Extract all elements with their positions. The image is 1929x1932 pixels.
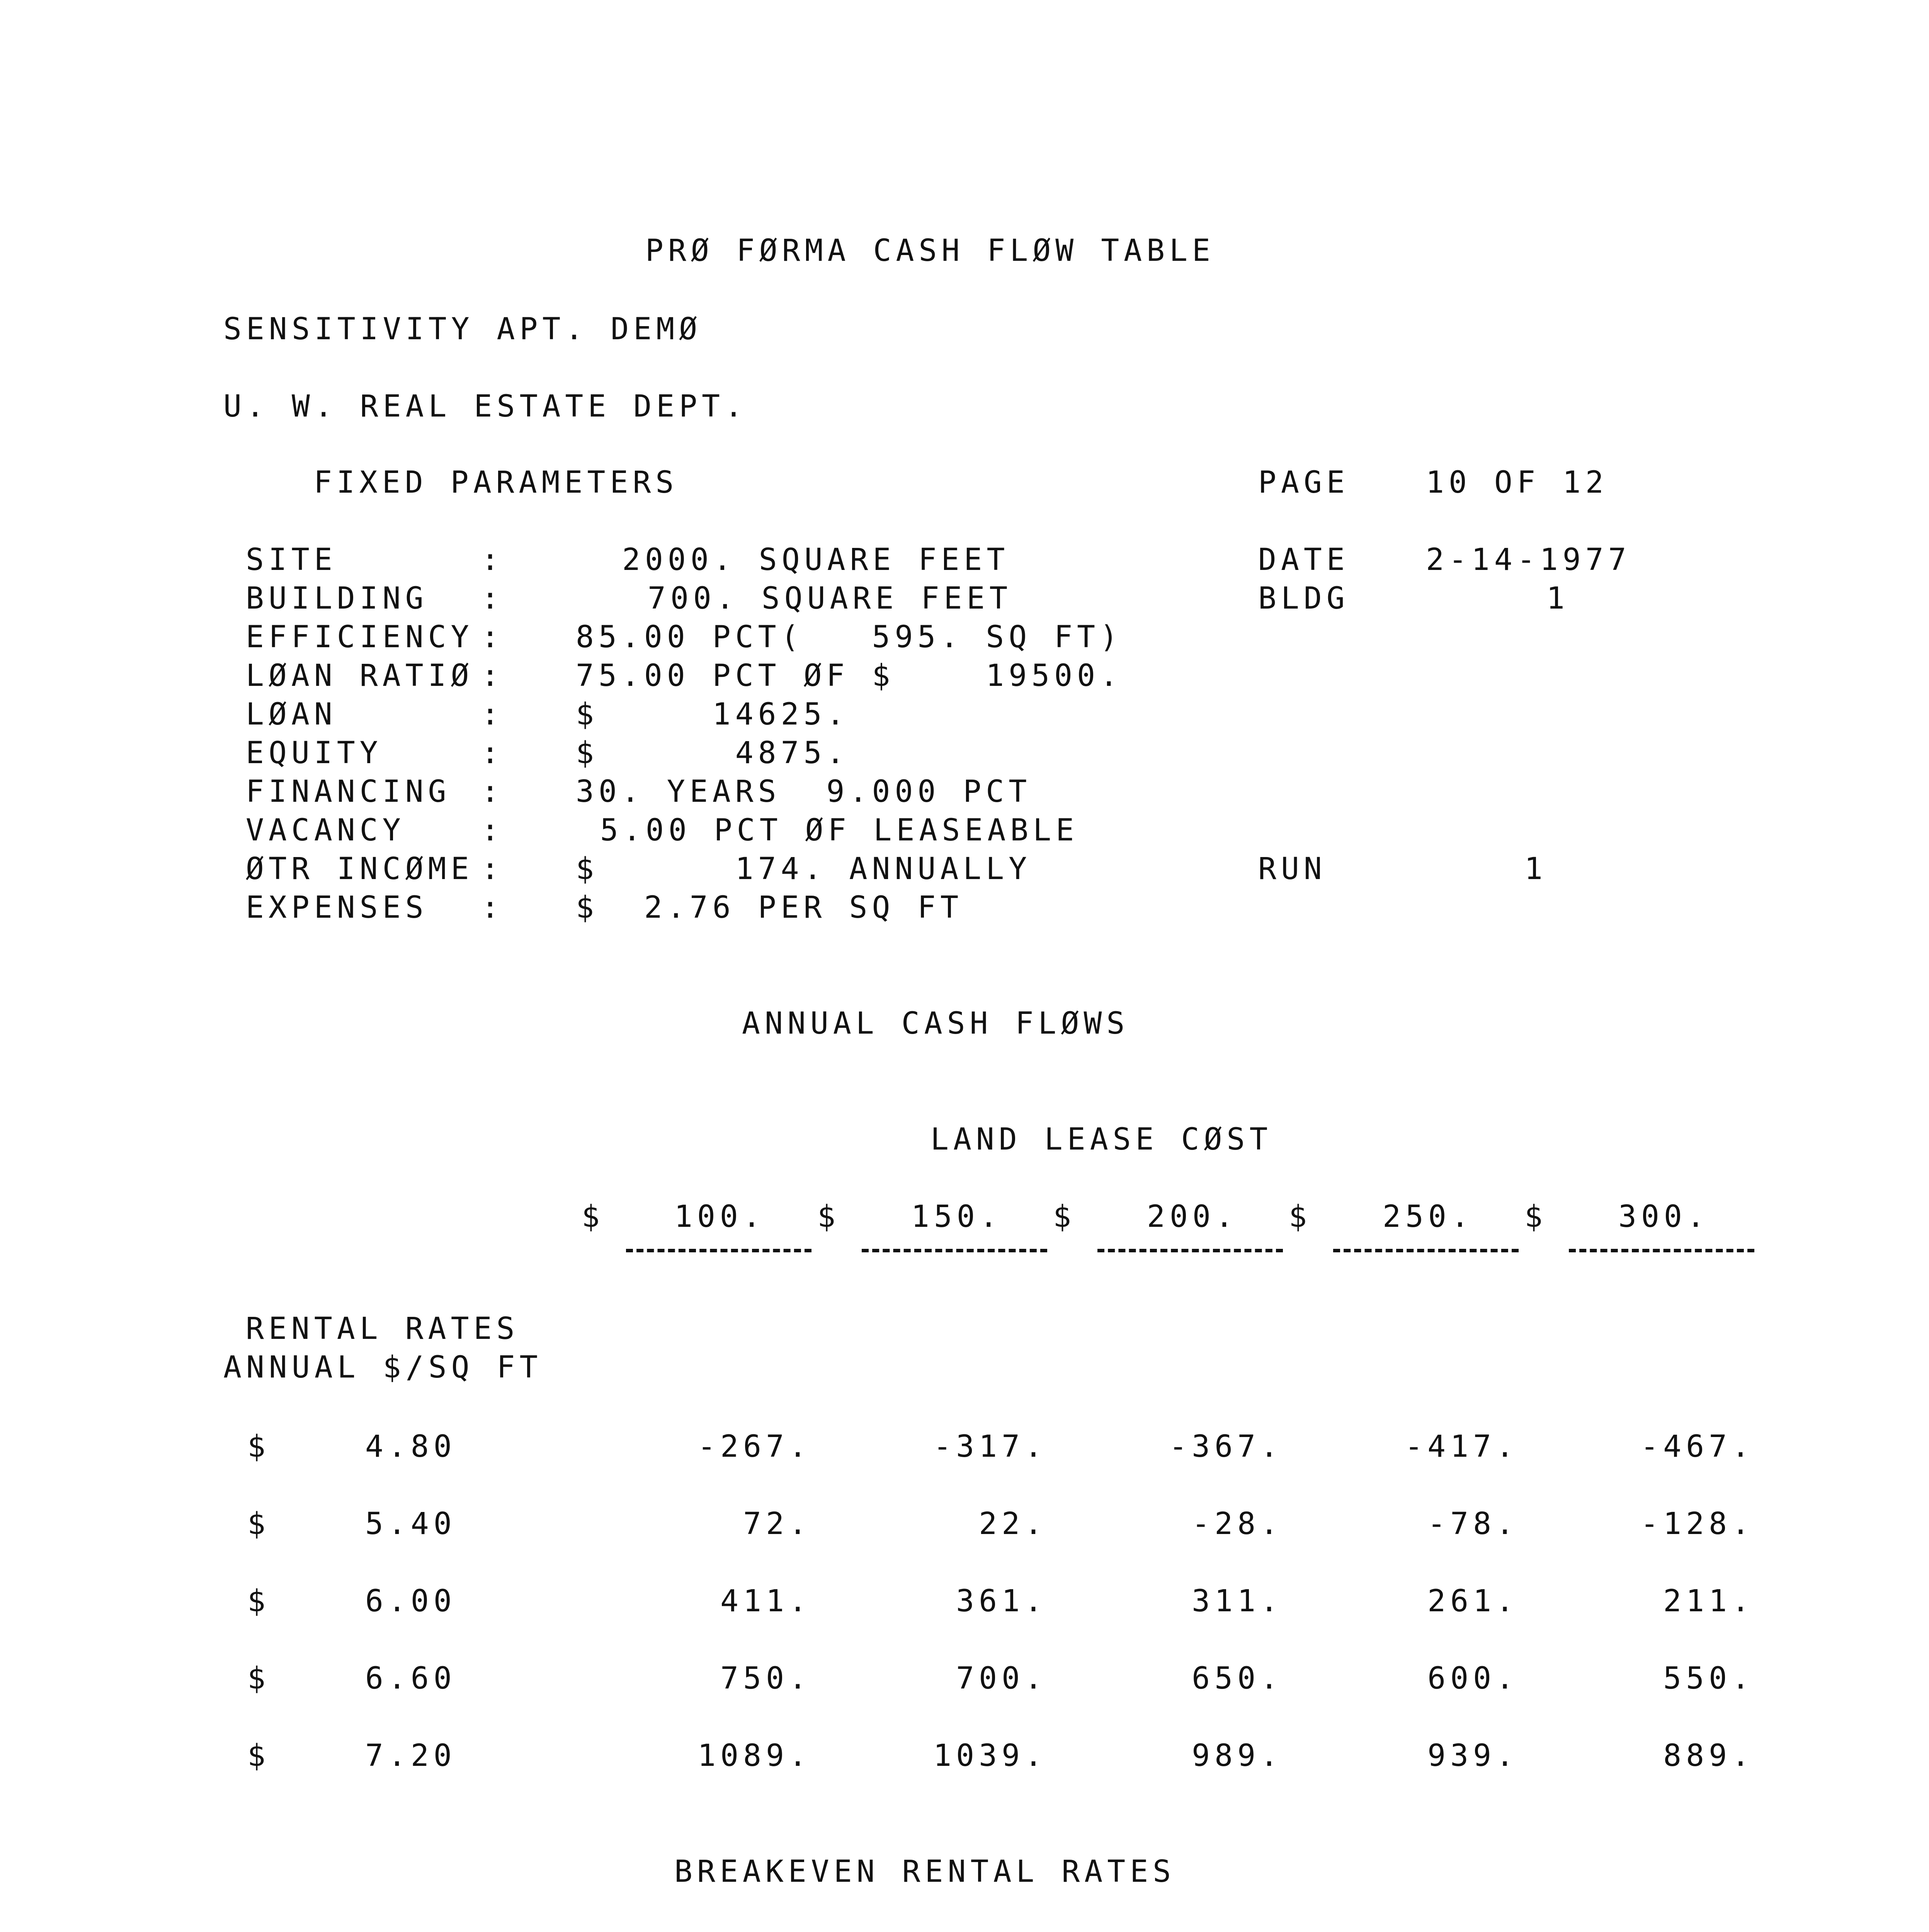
cash-flow-value: 211. xyxy=(1663,1584,1754,1619)
page-number: 10 OF 12 xyxy=(1426,465,1608,500)
cash-flow-value: -317. xyxy=(933,1429,1047,1464)
cash-flow-value: 1089. xyxy=(697,1738,811,1773)
cash-flow-value: 700. xyxy=(956,1661,1047,1696)
parameter-label: BUILDING xyxy=(246,581,428,616)
parameter-label: FINANCING xyxy=(246,774,451,809)
cash-flow-value: 22. xyxy=(979,1507,1047,1541)
currency-symbol: $ xyxy=(1524,1199,1547,1234)
parameter-value: 5.00 PCT ØF LEASEABLE xyxy=(600,813,1079,848)
cash-flow-value: 261. xyxy=(1427,1584,1519,1619)
currency-symbol: $ xyxy=(247,1507,270,1541)
cash-flow-value: -467. xyxy=(1640,1429,1754,1464)
cash-flow-value: -417. xyxy=(1405,1429,1519,1464)
parameter-label: LØAN xyxy=(246,697,337,732)
cash-flow-value: 311. xyxy=(1192,1584,1283,1619)
breakeven-heading: BREAKEVEN RENTAL RATES xyxy=(674,1854,1176,1889)
parameter-value: 75.00 PCT ØF $ 19500. xyxy=(576,658,1123,693)
cash-flow-value: 650. xyxy=(1192,1661,1283,1696)
rental-rate: 7.20 xyxy=(365,1738,456,1773)
currency-symbol: $ xyxy=(247,1738,270,1773)
row-label-heading: RENTAL RATES xyxy=(246,1311,519,1346)
date-label: DATE xyxy=(1258,543,1349,577)
column-header: 100. xyxy=(674,1199,765,1234)
rental-rate: 6.00 xyxy=(365,1584,456,1619)
parameter-colon: : xyxy=(481,620,504,655)
fixed-parameters-heading: FIXED PARAMETERS xyxy=(314,465,679,500)
cash-flow-value: 550. xyxy=(1663,1661,1754,1696)
parameter-label: EXPENSES xyxy=(246,890,428,925)
currency-symbol: $ xyxy=(1289,1199,1312,1234)
column-underline xyxy=(1569,1249,1754,1252)
column-underline xyxy=(1097,1249,1283,1252)
parameter-label: VACANCY xyxy=(246,813,405,848)
bldg-value: 1 xyxy=(1546,581,1569,616)
column-underline xyxy=(626,1249,811,1252)
parameter-value: $ 14625. xyxy=(576,697,849,732)
land-lease-cost-heading: LAND LEASE CØST xyxy=(930,1122,1272,1157)
rental-rate: 4.80 xyxy=(365,1429,456,1464)
cash-flow-value: 600. xyxy=(1427,1661,1519,1696)
currency-symbol: $ xyxy=(817,1199,840,1234)
parameter-value: $ 174. ANNUALLY xyxy=(576,852,1032,886)
parameter-value: 85.00 PCT( 595. SQ FT) xyxy=(576,620,1123,655)
cash-flow-value: -78. xyxy=(1427,1507,1519,1541)
parameter-label: LØAN RATIØ xyxy=(246,658,474,693)
parameter-colon: : xyxy=(481,697,504,732)
parameter-value: 30. YEARS 9.000 PCT xyxy=(576,774,1032,809)
cash-flow-value: 939. xyxy=(1427,1738,1519,1773)
cash-flow-value: 1039. xyxy=(933,1738,1047,1773)
parameter-value: 700. SQUARE FEET xyxy=(648,581,1012,616)
date-value: 2-14-1977 xyxy=(1426,543,1631,577)
parameter-colon: : xyxy=(481,890,504,925)
parameter-colon: : xyxy=(481,774,504,809)
annual-cash-flows-heading: ANNUAL CASH FLØWS xyxy=(742,1006,1130,1041)
column-underline xyxy=(862,1249,1047,1252)
cash-flow-value: 989. xyxy=(1192,1738,1283,1773)
rental-rate: 6.60 xyxy=(365,1661,456,1696)
parameter-colon: : xyxy=(481,581,504,616)
parameter-colon: : xyxy=(481,736,504,770)
cash-flow-value: -28. xyxy=(1192,1507,1283,1541)
parameter-colon: : xyxy=(481,658,504,693)
currency-symbol: $ xyxy=(247,1429,270,1464)
cash-flow-value: -267. xyxy=(697,1429,811,1464)
run-value: 1 xyxy=(1524,852,1547,886)
parameter-label: ØTR INCØME xyxy=(246,852,474,886)
run-label: RUN xyxy=(1258,852,1327,886)
bldg-label: BLDG xyxy=(1258,581,1349,616)
rental-rate: 5.40 xyxy=(365,1507,456,1541)
currency-symbol: $ xyxy=(247,1584,270,1619)
cash-flow-value: -367. xyxy=(1169,1429,1283,1464)
column-header: 150. xyxy=(911,1199,1002,1234)
parameter-colon: : xyxy=(481,813,504,848)
organization: U. W. REAL ESTATE DEPT. xyxy=(223,389,748,424)
page-title: PRØ FØRMA CASH FLØW TABLE xyxy=(645,233,1215,268)
column-header: 200. xyxy=(1147,1199,1238,1234)
column-header: 300. xyxy=(1618,1199,1710,1234)
project-name: SENSITIVITY APT. DEMØ xyxy=(223,312,702,347)
cash-flow-value: 750. xyxy=(720,1661,811,1696)
column-underline xyxy=(1333,1249,1519,1252)
currency-symbol: $ xyxy=(1053,1199,1076,1234)
row-label-subheading: ANNUAL $/SQ FT xyxy=(223,1350,543,1385)
currency-symbol: $ xyxy=(582,1199,604,1234)
cash-flow-value: 72. xyxy=(743,1507,811,1541)
currency-symbol: $ xyxy=(247,1661,270,1696)
column-header: 250. xyxy=(1383,1199,1474,1234)
parameter-colon: : xyxy=(481,852,504,886)
page-label: PAGE xyxy=(1258,465,1349,500)
parameter-label: SITE xyxy=(246,543,337,577)
cash-flow-value: -128. xyxy=(1640,1507,1754,1541)
cash-flow-value: 889. xyxy=(1663,1738,1754,1773)
parameter-value: 2000. SQUARE FEET xyxy=(622,543,1010,577)
parameter-label: EFFICIENCY xyxy=(246,620,474,655)
cash-flow-value: 411. xyxy=(720,1584,811,1619)
parameter-value: $ 2.76 PER SQ FT xyxy=(576,890,963,925)
parameter-label: EQUITY xyxy=(246,736,383,770)
cash-flow-value: 361. xyxy=(956,1584,1047,1619)
parameter-value: $ 4875. xyxy=(576,736,849,770)
parameter-colon: : xyxy=(481,543,504,577)
